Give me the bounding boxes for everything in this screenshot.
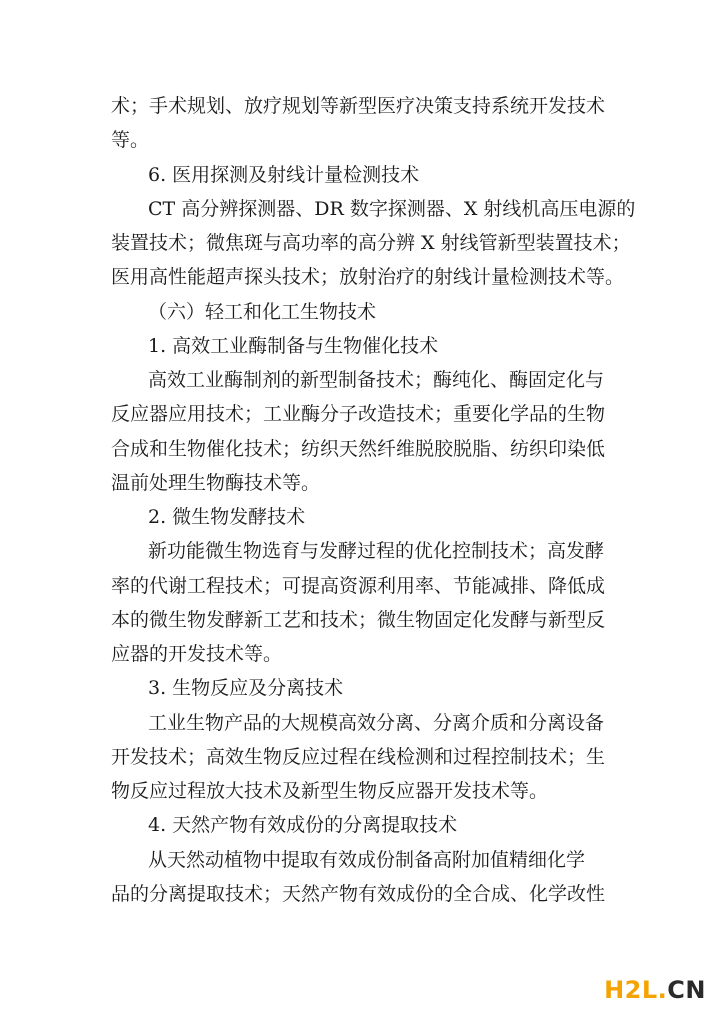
- text-line: 新功能微生物选育与发酵过程的优化控制技术；高发酵: [148, 540, 605, 562]
- chapter-heading: （六）轻工和化工生物技术: [148, 301, 377, 323]
- section-heading: 3. 生物反应及分离技术: [148, 677, 344, 699]
- watermark-dot: .: [657, 976, 668, 1004]
- text-line: 从天然动植物中提取有效成份制备高附加值精细化学: [148, 849, 586, 871]
- text-line: 合成和生物催化技术；纺织天然纤维脱胶脱脂、纺织印染低: [111, 438, 606, 460]
- text-line: 装置技术；微焦斑与高功率的高分辨 X 射线管新型装置技术；: [111, 232, 631, 254]
- text-line: CT 高分辨探测器、DR 数字探测器、X 射线机高压电源的: [148, 198, 636, 220]
- text-line: 物反应过程放大技术及新型生物反应器开发技术等。: [111, 780, 549, 802]
- text-line: 本的微生物发酵新工艺和技术；微生物固定化发酵与新型反: [111, 609, 606, 631]
- section-heading: 6. 医用探测及射线计量检测技术: [148, 164, 420, 186]
- site-watermark: [604, 976, 706, 1004]
- text-line: 反应器应用技术；工业酶分子改造技术；重要化学品的生物: [111, 403, 606, 425]
- section-heading: 1. 高效工业酶制备与生物催化技术: [148, 335, 439, 357]
- text-line: 术；手术规划、放疗规划等新型医疗决策支持系统开发技术: [111, 95, 606, 117]
- text-line: 温前处理生物酶技术等。: [111, 472, 321, 494]
- watermark-cn: CN: [667, 976, 706, 1004]
- text-line: 高效工业酶制剂的新型制备技术；酶纯化、酶固定化与: [148, 369, 605, 391]
- watermark-h2l: H2L: [604, 976, 658, 1004]
- text-line: 等。: [111, 129, 150, 151]
- section-heading: 2. 微生物发酵技术: [148, 506, 306, 528]
- text-line: 品的分离提取技术；天然产物有效成份的全合成、化学改性: [111, 883, 606, 905]
- text-line: 工业生物产品的大规模高效分离、分离介质和分离设备: [148, 712, 605, 734]
- text-line: 开发技术；高效生物反应过程在线检测和过程控制技术；生: [111, 746, 606, 768]
- section-heading: 4. 天然产物有效成份的分离提取技术: [148, 814, 458, 836]
- text-line: 应器的开发技术等。: [111, 643, 283, 665]
- text-line: 率的代谢工程技术；可提高资源利用率、节能减排、降低成: [111, 575, 606, 597]
- text-line: 医用高性能超声探头技术；放射治疗的射线计量检测技术等。: [111, 266, 625, 288]
